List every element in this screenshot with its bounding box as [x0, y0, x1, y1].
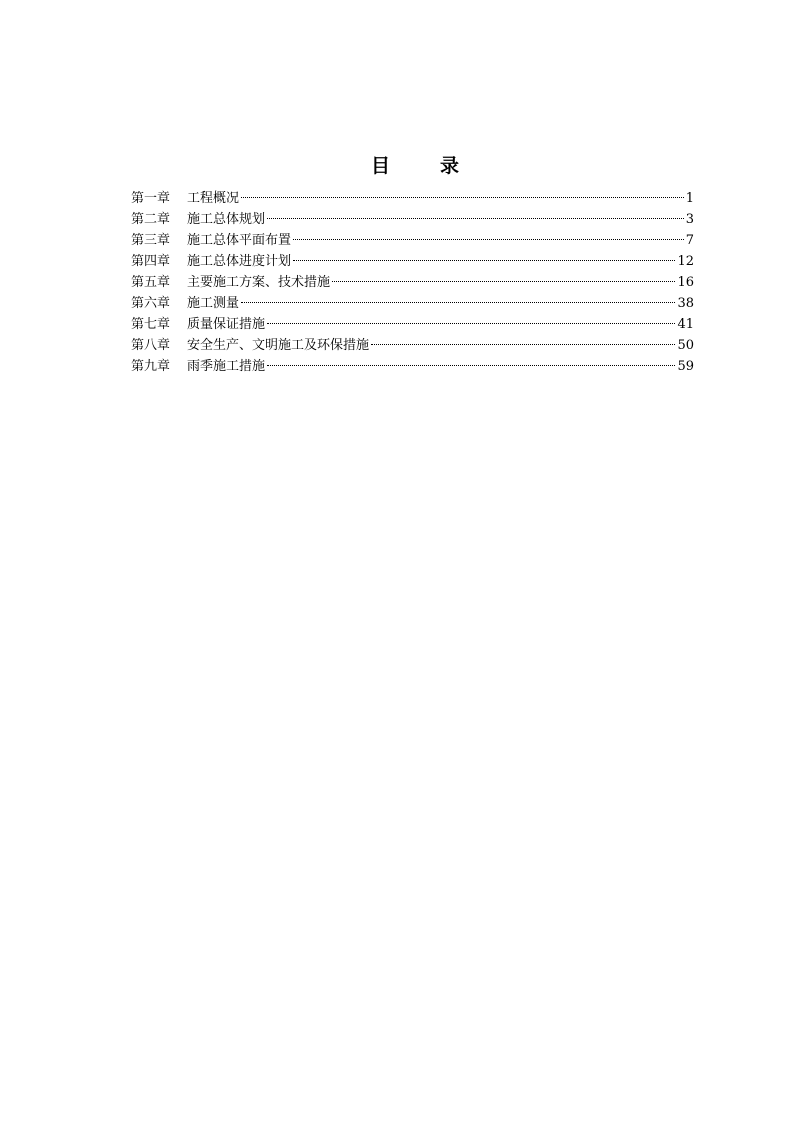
toc-page-number: 50 [677, 338, 694, 353]
toc-entry[interactable] [131, 314, 694, 335]
toc-heading [0, 154, 794, 178]
toc-chapter-number: 第四章 [131, 254, 171, 269]
toc-page-number: 7 [685, 233, 694, 248]
toc-page-number: 59 [677, 359, 694, 374]
toc-page-number: 1 [685, 191, 694, 206]
toc-chapter-number: 第五章 [131, 275, 171, 290]
toc-chapter-title: 雨季施工措施 [187, 359, 266, 374]
toc-entry[interactable] [131, 272, 694, 293]
toc-chapter-title: 施工总体进度计划 [187, 254, 292, 269]
toc-chapter-title: 质量保证措施 [187, 317, 266, 332]
toc-dot-leader [371, 344, 675, 345]
toc-chapter-title: 安全生产、文明施工及环保措施 [187, 338, 370, 353]
toc-entry[interactable] [131, 293, 694, 314]
toc-entry[interactable] [131, 188, 694, 209]
toc-page-number: 16 [677, 275, 694, 290]
toc-dot-leader [241, 197, 684, 198]
toc-entry[interactable] [131, 335, 694, 356]
toc-chapter-number: 第二章 [131, 212, 171, 227]
toc-chapter-number: 第八章 [131, 338, 171, 353]
toc-chapter-number: 第七章 [131, 317, 171, 332]
toc-chapter-title: 工程概况 [187, 191, 240, 206]
toc-dot-leader [267, 365, 675, 366]
toc-dot-leader [241, 302, 675, 303]
toc-list [131, 188, 694, 377]
toc-dot-leader [293, 239, 684, 240]
toc-page-number: 38 [677, 296, 694, 311]
toc-heading-left: 目 [370, 155, 390, 177]
toc-dot-leader [267, 218, 684, 219]
toc-chapter-number: 第一章 [131, 191, 171, 206]
toc-dot-leader [332, 281, 675, 282]
toc-entry[interactable] [131, 356, 694, 377]
toc-chapter-title: 施工总体平面布置 [187, 233, 292, 248]
toc-dot-leader [293, 260, 675, 261]
toc-dot-leader [267, 323, 675, 324]
toc-chapter-title: 主要施工方案、技术措施 [187, 275, 331, 290]
toc-chapter-number: 第三章 [131, 233, 171, 248]
toc-page-number: 3 [685, 212, 694, 227]
toc-heading-right: 录 [440, 155, 460, 177]
toc-page-number: 41 [677, 317, 694, 332]
toc-chapter-number: 第六章 [131, 296, 171, 311]
toc-chapter-title: 施工测量 [187, 296, 240, 311]
toc-chapter-title: 施工总体规划 [187, 212, 266, 227]
toc-entry[interactable] [131, 230, 694, 251]
toc-page-number: 12 [677, 254, 694, 269]
toc-entry[interactable] [131, 251, 694, 272]
toc-chapter-number: 第九章 [131, 359, 171, 374]
toc-entry[interactable] [131, 209, 694, 230]
